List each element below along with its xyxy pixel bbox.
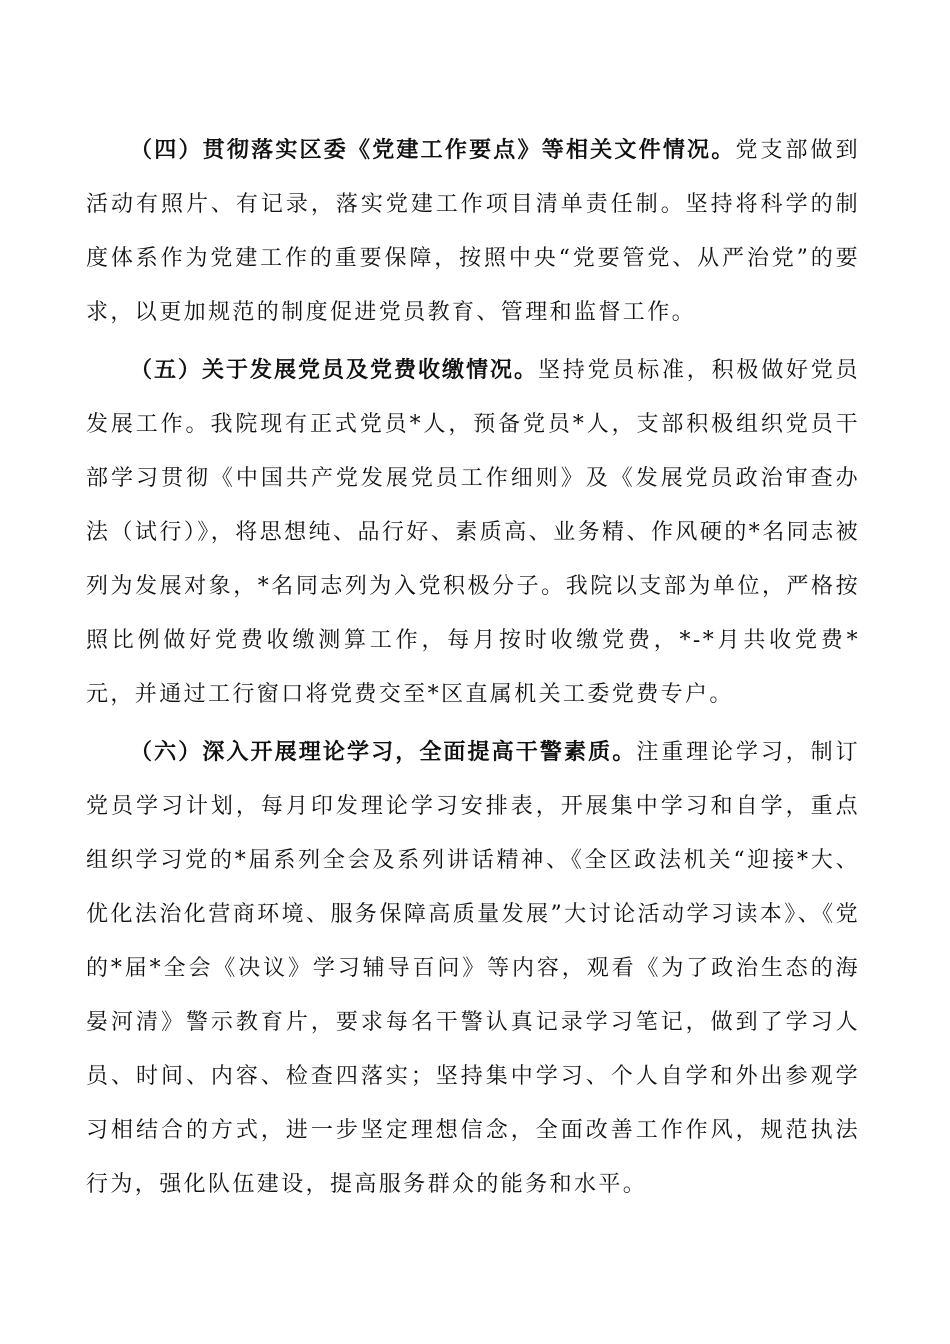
- section-body-6: 注重理论学习，制订党员学习计划，每月印发理论学习安排表，开展集中学习和自学，重点组织学习党的*届系列全会及系列讲话精神、《全区政法机关“迎接*大、优化法治化营商环境、服务保障高质量发展”大讨论活动学习读本》、《党的*届*全会《决议》学习辅导百问》等内容，观看《为了政治生态的海晏河清》警示教育片，要求每名干警认真记录学习笔记，做到了学习人员、时间、内容、检查四落实；坚持集中学习、个人自学和外出参观学习相结合的方式，进一步坚定理想信念，全面改善工作作风，规范执法行为，强化队伍建设，提高服务群众的能务和水平。: [86, 740, 860, 1197]
- section-heading-6: （六）深入开展理论学习，全面提高干警素质。: [130, 740, 637, 765]
- section-heading-4: （四）贯彻落实区委《党建工作要点》等相关文件情况。: [130, 138, 736, 163]
- section-body-4: 党支部做到活动有照片、有记录，落实党建工作项目清单责任制。坚持将科学的制度体系作为党建工作的重要保障，按照中央“党要管党、从严治党”的要求，以更加规范的制度促进党员教育、管理和监督工作。: [86, 138, 860, 325]
- paragraph-section-4: [86, 124, 860, 340]
- section-body-5: 坚持党员标准，积极做好党员发展工作。我院现有正式党员*人，预备党员*人，支部积极组织党员干部学习贯彻《中国共产党发展党员工作细则》及《发展党员政治审查办法（试行）》，将思想纯、品行好、素质高、业务精、作风硬的*名同志被列为发展对象，*名同志列为入党积极分子。我院以支部为单位，严格按照比例做好党费收缴测算工作，每月按时收缴党费，*-*月共收党费*元，并通过工行窗口将党费交至*区直属机关工委党费专户。: [86, 358, 860, 707]
- paragraph-section-6: [86, 726, 860, 1212]
- paragraph-section-5: [86, 344, 860, 722]
- document-body: [86, 124, 860, 1212]
- section-heading-5: （五）关于发展党员及党费收缴情况。: [130, 358, 538, 383]
